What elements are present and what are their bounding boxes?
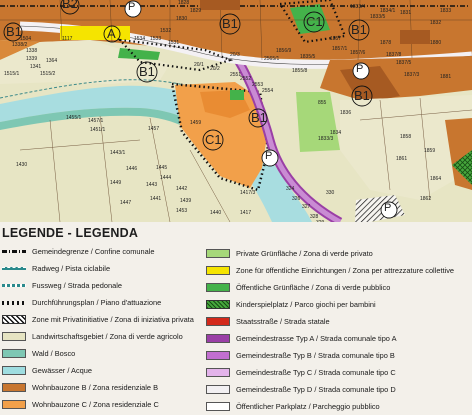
- parcel-number: 327: [302, 204, 311, 210]
- parcel-number: 1857/6: [350, 50, 366, 56]
- parcel-number: 1459: [190, 120, 202, 126]
- legend-item-label: Wohnbauzone B / Zona residenziale B: [32, 383, 158, 392]
- legend-item-label: Staatsstraße / Strada statale: [236, 317, 330, 326]
- legend-item: [206, 315, 330, 328]
- parcel-number: 1515/2: [40, 71, 56, 77]
- parcel-number: 1833: [440, 8, 452, 14]
- parcel-number: 324: [286, 186, 295, 192]
- parcel-number: 1444: [160, 175, 172, 181]
- parcel-number: 1457/1: [88, 118, 104, 124]
- parcel-number: 1446: [126, 166, 138, 172]
- public-facilities-swatch-icon: [206, 266, 230, 275]
- legend-item: [206, 247, 373, 260]
- parcel-number: 1417: [240, 210, 252, 216]
- parking-label: P: [265, 150, 273, 162]
- parcel-number: 1831: [400, 10, 412, 16]
- legend-item: [2, 262, 110, 275]
- parcel-number: 1833/3: [318, 136, 334, 142]
- parcel-number: 20/1: [194, 62, 204, 68]
- legend-title: LEGENDE - LEGENDA: [2, 226, 139, 240]
- parcel-number: 1515/1: [4, 71, 20, 77]
- parcel-number: 1856/9: [276, 48, 292, 54]
- playground-swatch-icon: [206, 300, 230, 309]
- road-type-d-swatch-icon: [206, 385, 230, 394]
- parcel-number: 1531: [168, 40, 180, 46]
- parcel-number: 1834/1: [380, 8, 396, 14]
- parcel-number: 1829: [190, 8, 202, 14]
- legend-item: [206, 383, 396, 396]
- forest-swatch-icon: [2, 349, 26, 358]
- parcel-number: 1835/5: [300, 54, 316, 60]
- parcel-number: 1440: [210, 210, 222, 216]
- legend-item: [2, 398, 159, 411]
- parking-label: P: [384, 202, 392, 214]
- residential-b-swatch-icon: [2, 383, 26, 392]
- implementation-plan-outline-icon: [2, 301, 26, 305]
- parcel-number: 2553: [252, 82, 264, 88]
- parcel-number: 1880: [430, 40, 442, 46]
- legend-item: [2, 313, 194, 326]
- parking-swatch-icon: [206, 402, 230, 411]
- parcel-number: 326: [292, 196, 301, 202]
- parcel-number: 1443/1: [110, 150, 126, 156]
- parcel-number: 1859: [424, 148, 436, 154]
- parcel-number: 1447: [120, 200, 132, 206]
- parcel-number: 328: [310, 214, 319, 220]
- parcel-number: 2551: [230, 72, 242, 78]
- legend-item: [206, 298, 376, 311]
- parcel-number: 1439: [180, 198, 192, 204]
- private-green-swatch-icon: [206, 249, 230, 258]
- legend-item-label: Gemeindestrasse Typ A / Strada comunale tipo A: [236, 334, 397, 343]
- legend-item: [206, 400, 380, 413]
- legend-item-label: Radweg / Pista ciclabile: [32, 264, 111, 273]
- legend-panel: [0, 222, 472, 415]
- legend-item-label: Zone mit Privatinitiative / Zona di iniziativa privata: [32, 315, 194, 324]
- parcel-number: 1836: [340, 110, 352, 116]
- parcel-number: 2554: [262, 88, 274, 94]
- legend-item-label: Private Grünfläche / Zona di verde privato: [236, 249, 373, 258]
- parcel-number: 1417/3: [240, 190, 256, 196]
- legend-item-label: Zone für öffentliche Einrichtungen / Zona per attrezzature collettive: [236, 266, 455, 275]
- legend-item-label: Fussweg / Strada pedonale: [32, 281, 122, 290]
- parcel-number: 1834: [330, 130, 342, 136]
- parcel-number: 1832: [430, 20, 442, 26]
- parcel-number: 1338: [26, 48, 38, 54]
- legend-item-label: Gemeindestraße Typ C / Strada comunale tipo C: [236, 368, 396, 377]
- road-type-b-swatch-icon: [206, 351, 230, 360]
- legend-item-label: Kinderspielplatz / Parco giochi per bambini: [236, 300, 376, 309]
- legend-item-label: Öffentlicher Parkplatz / Parcheggio pubblico: [236, 402, 380, 411]
- parcel-number: 1833/5: [370, 14, 386, 20]
- parcel-number: 1837/3: [404, 72, 420, 78]
- legend-item-label: Gewässer / Acque: [32, 366, 92, 375]
- parcel-number: 1341: [30, 64, 42, 70]
- parcel-number: 1449: [110, 180, 122, 186]
- zone-label-b1: B1: [222, 16, 238, 31]
- parking-label: P: [128, 1, 136, 13]
- legend-item-label: Wald / Bosco: [32, 349, 76, 358]
- parcel-number: 1364: [46, 58, 58, 64]
- parcel-number: 1862: [420, 196, 432, 202]
- parcel-number: 1830: [176, 16, 188, 22]
- legend-item: [206, 366, 396, 379]
- cycle-path-line-icon: [2, 267, 26, 270]
- zone-label-b1: B1: [139, 64, 155, 79]
- parking-label: P: [356, 63, 364, 75]
- parcel-number: 1430: [16, 162, 28, 168]
- state-road-swatch-icon: [206, 317, 230, 326]
- road-type-a-swatch-icon: [206, 334, 230, 343]
- legend-item-label: Gemeindegrenze / Confine comunale: [32, 247, 155, 256]
- legend-item: [2, 245, 154, 258]
- zone-label-b1: B1: [351, 22, 367, 37]
- zone-label-a: A: [107, 26, 116, 41]
- parcel-number: 1861: [396, 156, 408, 162]
- parcel-number: 1338/2: [12, 42, 28, 48]
- parcel-number: 20/3: [230, 52, 240, 58]
- legend-item: [206, 332, 397, 345]
- legend-item-label: Gemeindestraße Typ D / Strada comunale tipo D: [236, 385, 396, 394]
- parcel-number: 1445: [156, 165, 168, 171]
- parcel-number: 1451/1: [90, 127, 106, 133]
- parcel-number: 1441: [150, 196, 162, 202]
- legend-item: [2, 279, 122, 292]
- parcel-number: 1504: [20, 36, 32, 42]
- parcel-number: 20/2: [210, 66, 220, 72]
- parcel-number: 1453: [176, 208, 188, 214]
- parcel-number: 1532: [160, 28, 172, 34]
- legend-item-label: Landwirtschaftsgebiet / Zona di verde agricolo: [32, 332, 183, 341]
- parcel-number: 1833/4: [350, 4, 366, 10]
- parcel-number: 1339: [26, 56, 38, 62]
- legend-item: [206, 264, 454, 277]
- boundary-line-icon: [2, 250, 26, 253]
- legend-item: [2, 296, 161, 309]
- legend-item: [2, 330, 183, 343]
- legend-item-label: Öffentliche Grünfläche / Zona di verde pubblico: [236, 283, 391, 292]
- parcel-number: 2565/1: [264, 56, 280, 62]
- zone-label-b1: B1: [251, 110, 267, 125]
- water-swatch-icon: [2, 366, 26, 375]
- parcel-number: 1534: [134, 36, 146, 42]
- parcel-number: 1837/8: [386, 52, 402, 58]
- legend-item-label: Gemeindestraße Typ B / Strada comunale tipo B: [236, 351, 395, 360]
- parcel-number: 1878: [380, 40, 392, 46]
- legend-item-label: Durchführungsplan / Piano d'attuazione: [32, 298, 162, 307]
- parcel-number: 1455/1: [66, 115, 82, 121]
- parcel-number: 1443: [146, 182, 158, 188]
- zone-label-b1: B1: [354, 88, 370, 103]
- parcel-number: 855: [318, 100, 327, 106]
- zone-label-b2: B2: [62, 0, 78, 11]
- private-initiative-hatch-icon: [2, 315, 26, 324]
- residential-c-swatch-icon: [2, 400, 26, 409]
- public-green-swatch-icon: [206, 283, 230, 292]
- zone-label-c1: C1: [306, 14, 323, 29]
- parcel-number: 1533: [150, 36, 162, 42]
- parcel-number: 1117: [62, 36, 73, 42]
- zone-label-c1: C1: [205, 132, 222, 147]
- legend-item-label: Wohnbauzone C / Zona residenziale C: [32, 400, 159, 409]
- agricultural-swatch-icon: [2, 332, 26, 341]
- parcel-number: 1857/1: [332, 46, 348, 52]
- parcel-number: 1457: [148, 126, 160, 132]
- legend-item: [2, 347, 75, 360]
- legend-item: [206, 349, 395, 362]
- legend-item: [2, 381, 158, 394]
- legend-item: [206, 281, 390, 294]
- road-type-c-swatch-icon: [206, 368, 230, 377]
- parcel-number: 1857: [330, 36, 342, 42]
- parcel-number: 1828: [178, 0, 190, 6]
- parcel-number: 2552: [240, 76, 252, 82]
- legend-item: [2, 364, 92, 377]
- parcel-number: 330: [326, 190, 335, 196]
- parcel-number: 1442: [176, 186, 188, 192]
- zone-label-b1: B1: [6, 24, 22, 39]
- parcel-number: 1855/8: [292, 68, 308, 74]
- parcel-number: 1881: [440, 74, 452, 80]
- parcel-number: 1864: [430, 176, 442, 182]
- parcel-number: 1858: [400, 134, 412, 140]
- footpath-line-icon: [2, 284, 26, 287]
- parcel-number: 1837/5: [396, 60, 412, 66]
